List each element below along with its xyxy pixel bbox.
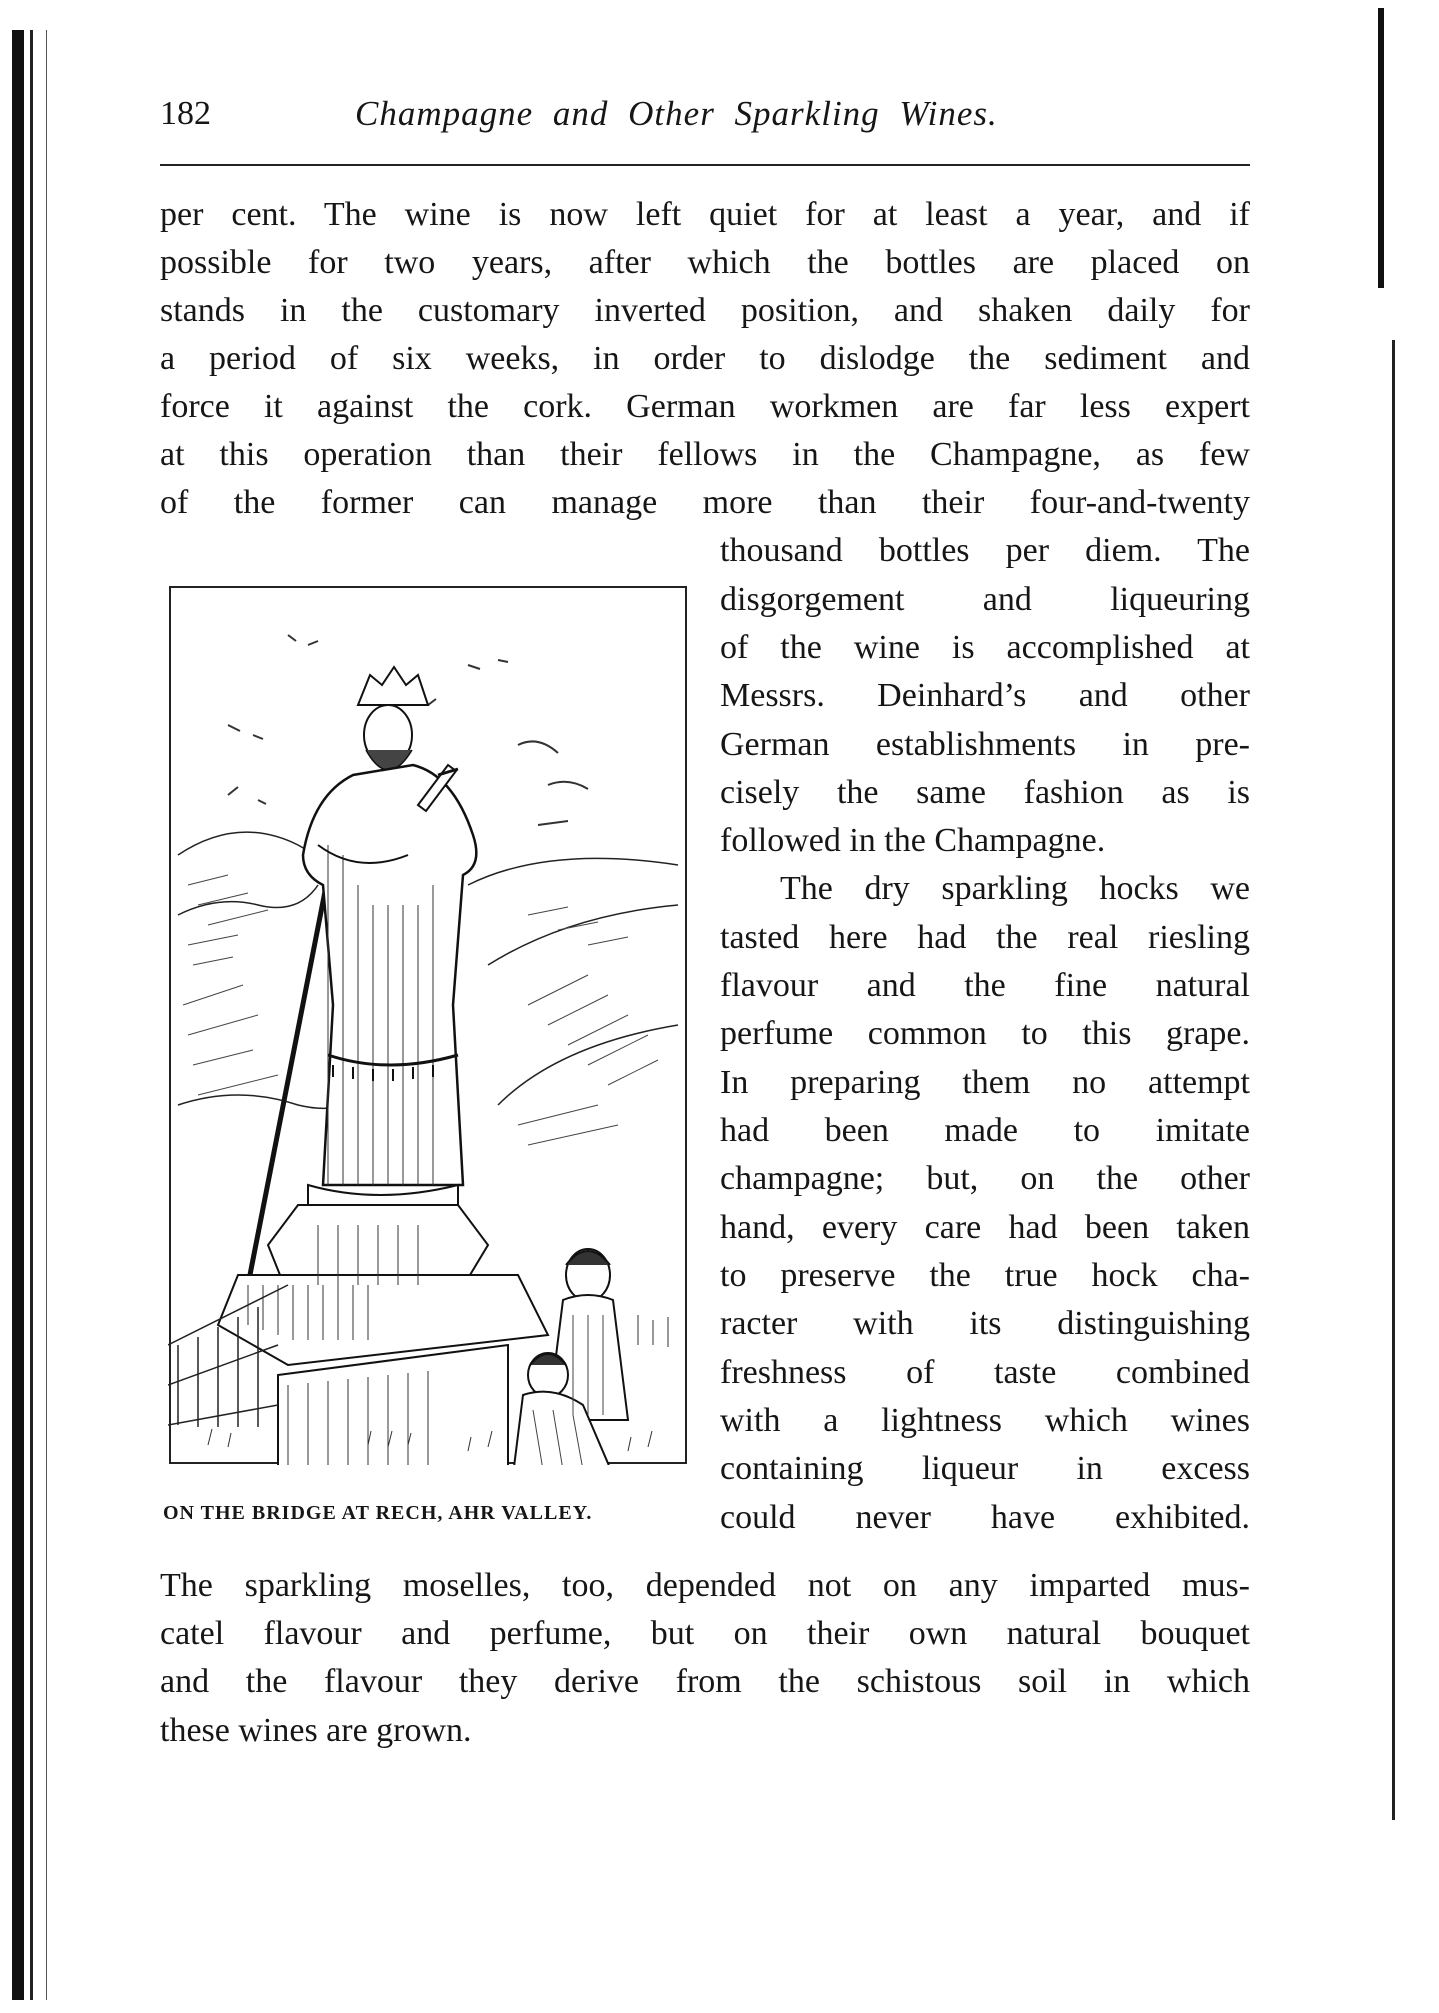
- text-line: at this operation than their fellows in the Champagne, as few: [160, 436, 1250, 473]
- running-title: Champagne and Other Sparkling Wines.: [355, 94, 998, 133]
- text-line: flavour and the fine natural: [720, 967, 1250, 1004]
- figure-caption: ON THE BRIDGE AT RECH, AHR VALLEY.: [163, 1502, 593, 1524]
- text-line: hand, every care had been taken: [720, 1209, 1250, 1246]
- text-line: possible for two years, after which the bottles are placed on: [160, 244, 1250, 281]
- text-line: Messrs. Deinhard’s and other: [720, 677, 1250, 714]
- text-line: had been made to imitate: [720, 1112, 1250, 1149]
- text-line: German establishments in pre-: [720, 726, 1250, 763]
- text-line: The dry sparkling hocks we: [780, 870, 1250, 907]
- text-line: these wines are grown.: [160, 1712, 472, 1749]
- text-line: containing liqueur in excess: [720, 1450, 1250, 1487]
- statue-figure: [303, 667, 476, 1213]
- text-line: of the wine is accomplished at: [720, 629, 1250, 666]
- text-line: cisely the same fashion as is: [720, 774, 1250, 811]
- text-line: a period of six weeks, in order to dislodge the sediment and: [160, 340, 1250, 377]
- text-line: tasted here had the real riesling: [720, 919, 1250, 956]
- text-line: disgorgement and liqueuring: [720, 581, 1250, 618]
- text-line: and the flavour they derive from the schistous soil in which: [160, 1663, 1250, 1700]
- text-line: per cent. The wine is now left quiet for at least a year, and if: [160, 196, 1250, 233]
- text-line: champagne; but, on the other: [720, 1160, 1250, 1197]
- text-line: could never have exhibited.: [720, 1499, 1250, 1536]
- text-line: to preserve the true hock cha-: [720, 1257, 1250, 1294]
- children-figures: [513, 1249, 628, 1465]
- text-line: freshness of taste combined: [720, 1354, 1250, 1391]
- text-line: of the former can manage more than their four-and-twenty: [160, 484, 1250, 521]
- text-line: catel flavour and perfume, but on their own natural bouquet: [160, 1615, 1250, 1652]
- scan-border-left-faint-line: [46, 30, 47, 2000]
- scan-border-right-upper: [1378, 8, 1384, 288]
- scan-border-left: [12, 30, 24, 2000]
- text-line: In preparing them no attempt: [720, 1064, 1250, 1101]
- text-line: followed in the Champagne.: [720, 822, 1106, 859]
- text-line: force it against the cork. German workmen are far less expert: [160, 388, 1250, 425]
- page-number: 182: [160, 95, 211, 132]
- text-line: with a lightness which wines: [720, 1402, 1250, 1439]
- scan-border-left-line: [30, 30, 33, 2000]
- scan-border-right-lower: [1392, 340, 1395, 1820]
- text-line: The sparkling moselles, too, depended not on any imparted mus-: [160, 1567, 1250, 1604]
- text-line: racter with its distinguishing: [720, 1305, 1250, 1342]
- engraving-illustration: [168, 585, 688, 1465]
- text-line: thousand bottles per diem. The: [720, 532, 1250, 569]
- text-line: stands in the customary inverted position, and shaken daily for: [160, 292, 1250, 329]
- text-line: perfume common to this grape.: [720, 1015, 1250, 1052]
- header-rule: [160, 164, 1250, 166]
- statue-pedestal: [218, 1205, 548, 1465]
